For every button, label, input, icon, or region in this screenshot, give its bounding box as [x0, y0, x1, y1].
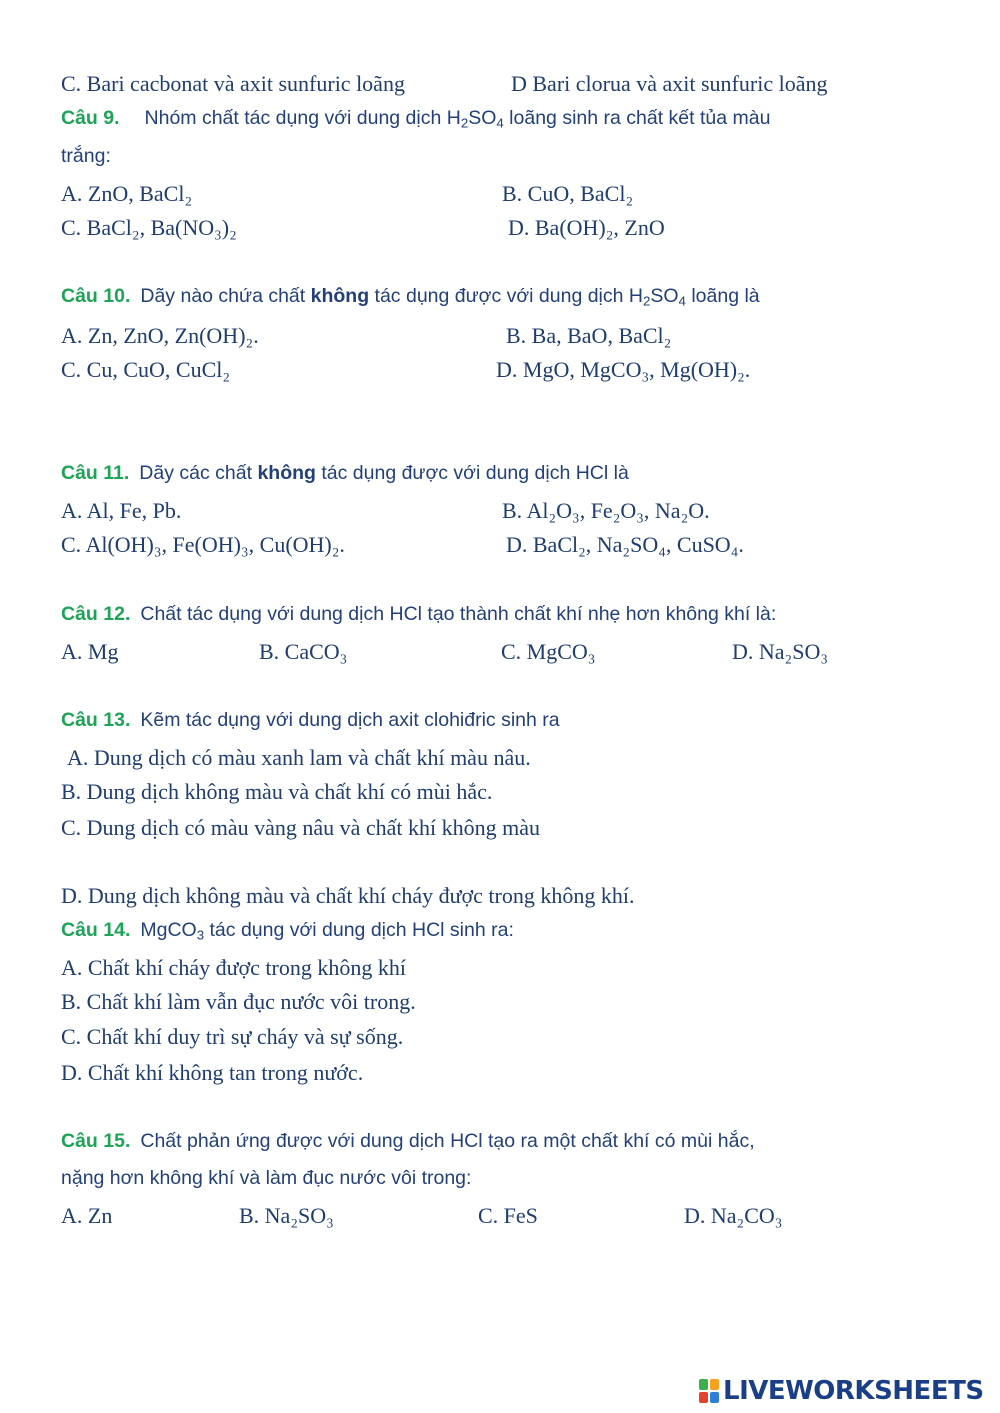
option-d: D. Dung dịch không màu và chất khí cháy được trong không khí.: [61, 883, 635, 908]
option-a: A. Al, Fe, Pb.: [61, 498, 182, 523]
option-c: C. Al(OH)₃, Fe(OH)₃, Cu(OH)₂.: [61, 532, 345, 557]
option-d: D. Na₂CO₃: [684, 1203, 783, 1228]
option-d: D. Chất khí không tan trong nước.: [61, 1060, 364, 1085]
question-11: [61, 462, 629, 485]
question-text: tác dụng được với dung dịch H: [369, 285, 643, 307]
question-text: Nhóm chất tác dụng với dung dịch H: [144, 107, 461, 129]
option-c: C. FeS: [478, 1203, 538, 1228]
question-10: [61, 285, 760, 308]
option-b: B. Chất khí làm vẫn đục nước vôi trong.: [61, 989, 416, 1014]
question-emphasis: không: [310, 285, 370, 307]
question-label: Câu 14.: [61, 919, 131, 941]
question-12: [61, 603, 776, 626]
question-15: [61, 1130, 755, 1153]
logo-text: LIVEWORKSHEETS: [723, 1376, 984, 1406]
option-d: D. BaCl₂, Na₂SO₄, CuSO₄.: [506, 532, 744, 557]
option-c: C. Chất khí duy trì sự cháy và sự sống.: [61, 1024, 404, 1049]
question-14: [61, 919, 514, 942]
question-13: [61, 709, 560, 732]
liveworksheets-logo-icon: [698, 1378, 720, 1404]
option-b: B. Ba, BaO, BaCl₂: [506, 323, 672, 348]
option-d-prev: D Bari clorua và axit sunfuric loãng: [511, 71, 828, 96]
option-c: C. BaCl₂, Ba(NO₃)₂: [61, 215, 237, 240]
option-d: D. Na₂SO₃: [732, 639, 829, 664]
option-a: A. Zn, ZnO, Zn(OH)₂.: [61, 323, 259, 348]
question-emphasis: không: [257, 462, 316, 484]
question-text: SO: [468, 107, 497, 129]
question-text-cont: trắng:: [61, 145, 111, 167]
option-b: B. Na₂SO₃: [239, 1203, 334, 1228]
question-text: Chất phản ứng được với dung dịch HCl tạo ra một chất khí có mùi hắc,: [140, 1130, 755, 1152]
question-text: Dãy các chất: [139, 462, 258, 484]
option-c: C. MgCO₃: [501, 639, 596, 664]
option-b: B. Dung dịch không màu và chất khí có mùi hắc.: [61, 779, 493, 804]
question-text-cont: nặng hơn không khí và làm đục nước vôi trong:: [61, 1167, 472, 1189]
question-label: Câu 13.: [61, 709, 131, 731]
subscript: 4: [678, 293, 686, 309]
option-b: B. CaCO₃: [259, 639, 348, 664]
subscript: 2: [642, 293, 651, 309]
question-label: Câu 11.: [61, 462, 130, 484]
option-d: D. MgO, MgCO₃, Mg(OH)₂.: [496, 357, 751, 382]
question-text: Chất tác dụng với dung dịch HCl tạo thành chất khí nhẹ hơn không khí là:: [140, 603, 777, 625]
subscript: 4: [496, 115, 504, 131]
question-text: loãng sinh ra chất kết tủa màu: [503, 107, 771, 129]
question-label: Câu 15.: [61, 1130, 131, 1152]
option-a: A. Mg: [61, 639, 119, 664]
liveworksheets-logo[interactable]: [698, 1376, 984, 1406]
question-text: MgCO: [140, 919, 197, 941]
question-9: [61, 107, 770, 130]
question-text: Kẽm tác dụng với dung dịch axit clohiđric sinh ra: [140, 709, 560, 731]
subscript: 3: [196, 927, 205, 943]
option-c: C. Cu, CuO, CuCl₂: [61, 357, 231, 382]
subscript: 2: [460, 115, 469, 131]
option-a: A. Zn: [61, 1203, 113, 1228]
question-text: Dãy nào chứa chất: [140, 285, 311, 307]
question-text: loãng là: [685, 285, 760, 307]
option-d: D. Ba(OH)₂, ZnO: [508, 215, 665, 240]
option-a: A. Dung dịch có màu xanh lam và chất khí màu nâu.: [67, 745, 531, 770]
option-a: A. ZnO, BaCl₂: [61, 181, 193, 206]
option-c: C. Dung dịch có màu vàng nâu và chất khí không màu: [61, 815, 541, 840]
question-text: tác dụng với dung dịch HCl sinh ra:: [204, 919, 514, 941]
question-label: Câu 12.: [61, 603, 131, 625]
question-label: Câu 9.: [61, 107, 120, 129]
question-text: tác dụng được với dung dịch HCl là: [315, 462, 629, 484]
question-label: Câu 10.: [61, 285, 131, 307]
option-a: A. Chất khí cháy được trong không khí: [61, 955, 406, 980]
question-text: SO: [650, 285, 679, 307]
option-b: B. Al₂O₃, Fe₂O₃, Na₂O.: [502, 498, 710, 523]
option-b: B. CuO, BaCl₂: [502, 181, 634, 206]
option-c-prev: C. Bari cacbonat và axit sunfuric loãng: [61, 71, 405, 96]
